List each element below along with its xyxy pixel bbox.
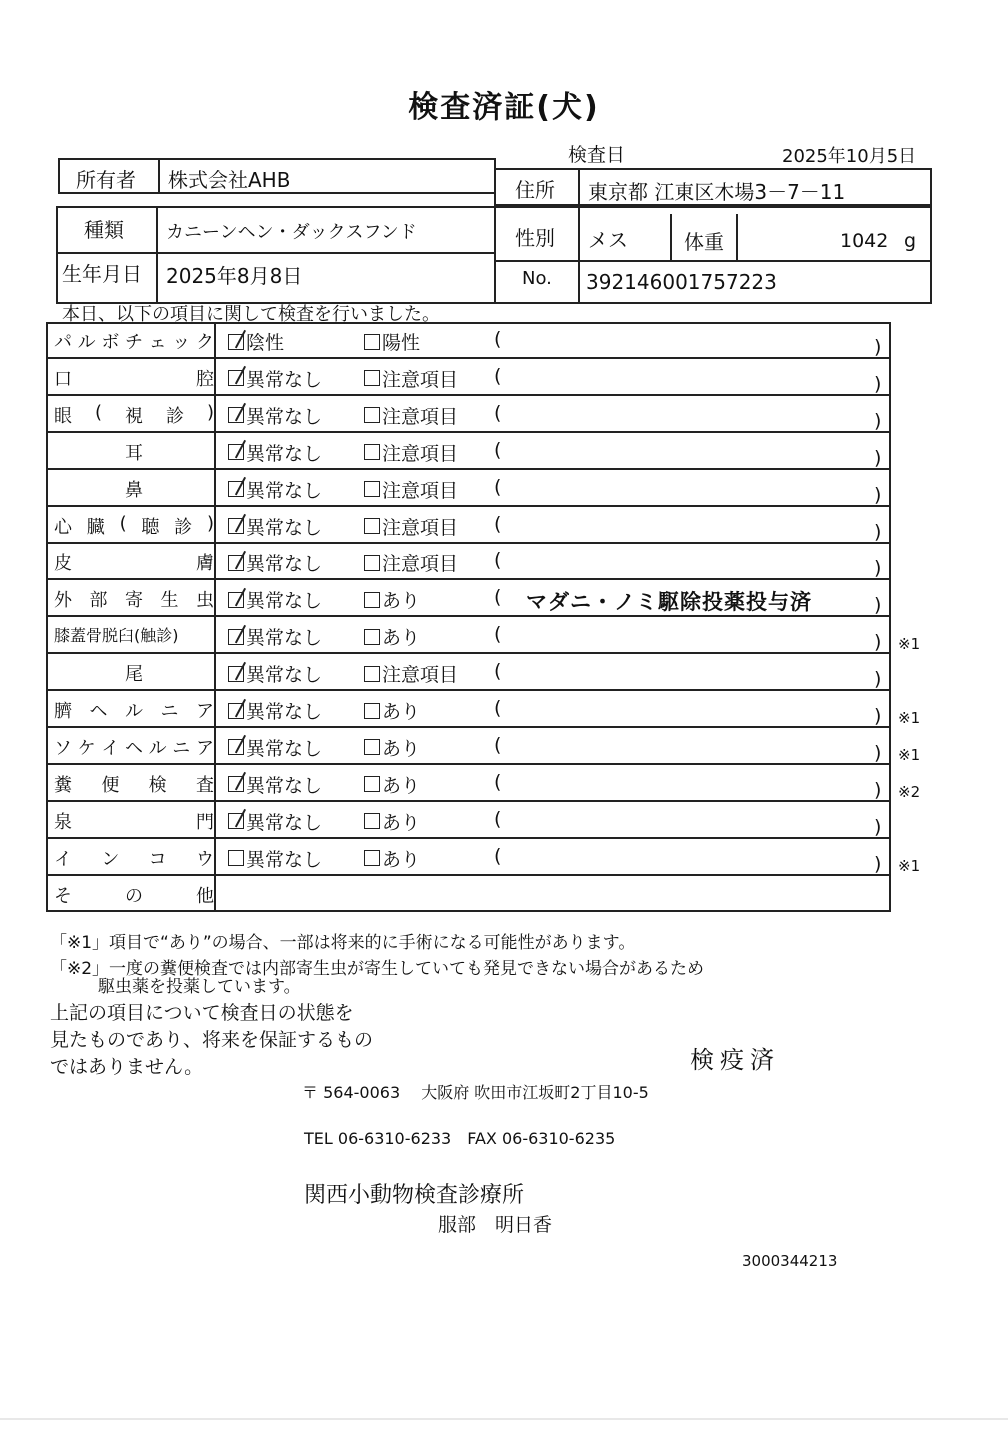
item-label-char: 糞 [54, 774, 72, 796]
item-label [54, 439, 214, 465]
option-label: 異常なし [246, 479, 323, 502]
item-label-char: ソ [54, 737, 72, 759]
option-opt2[interactable] [364, 365, 458, 392]
item-label [54, 365, 214, 391]
disclaimer-line: 見たものであり、将来を保証するもの [50, 1029, 374, 1051]
sex-value: メス [588, 228, 628, 252]
option-opt2[interactable] [364, 845, 420, 872]
option-label: 異常なし [246, 553, 323, 576]
option-opt1[interactable] [228, 697, 322, 724]
option-opt1[interactable] [228, 734, 322, 761]
birth-label: 生年月日 [62, 262, 142, 286]
option-opt1[interactable] [228, 660, 322, 687]
note-paren-close: ) [874, 557, 882, 580]
item-label-char: チ [124, 332, 143, 353]
option-label: あり [382, 701, 421, 723]
option-label: あり [382, 627, 421, 650]
item-label-char: 耳 [125, 442, 143, 464]
option-label: 異常なし [246, 737, 323, 760]
option-opt2[interactable] [364, 660, 458, 687]
item-label-char: イ [101, 737, 120, 759]
checklist-row [46, 580, 891, 617]
birth-value: 2025年8月8日 [166, 264, 303, 288]
item-label-char: 腔 [196, 368, 214, 390]
item-label [54, 586, 214, 612]
checked-checkbox-icon[interactable] [228, 518, 244, 534]
checkbox-icon[interactable] [364, 850, 380, 866]
checklist-row [46, 802, 891, 839]
option-opt2[interactable] [364, 808, 420, 835]
option-label: あり [382, 811, 421, 834]
intro-text: 本日、以下の項目に関して検査を行いました。 [62, 304, 440, 325]
checklist-row [46, 617, 921, 654]
item-label [54, 623, 214, 646]
option-opt1[interactable] [228, 328, 284, 355]
option-opt1[interactable] [228, 549, 322, 576]
option-label: 注意項目 [382, 664, 459, 687]
note-paren-close: ) [874, 409, 882, 432]
checkbox-icon[interactable] [364, 739, 380, 755]
option-label: あり [382, 774, 421, 797]
option-opt1[interactable] [228, 623, 322, 650]
checked-checkbox-icon[interactable] [228, 555, 244, 571]
note-paren-close: ) [874, 594, 882, 617]
reference-mark: ※1 [898, 856, 921, 875]
item-label-char: ル [148, 737, 167, 759]
option-label: 注意項目 [382, 479, 459, 502]
number-value: 392146001757223 [586, 270, 777, 294]
item-label-char: ニ [172, 737, 191, 759]
checklist-row [46, 507, 891, 544]
item-note: マダニ・ノミ駆除投薬投与済 [526, 590, 812, 615]
option-label: 陽性 [382, 332, 421, 354]
number-label: No. [522, 268, 552, 289]
note-paren-open: ( [494, 364, 502, 387]
option-opt1[interactable] [228, 365, 322, 392]
item-label-char: ) [206, 401, 214, 423]
item-label-char: 皮 [54, 553, 72, 575]
item-label-char: そ [54, 885, 72, 907]
item-label-char: ( [94, 401, 103, 423]
checklist-row [46, 839, 921, 876]
item-label-char: 部 [89, 590, 108, 612]
option-opt2[interactable] [364, 476, 458, 503]
checked-checkbox-icon[interactable] [228, 592, 244, 608]
item-label-char: 生 [160, 590, 179, 612]
checked-checkbox-icon[interactable] [228, 703, 244, 719]
note-paren-close: ) [874, 446, 882, 469]
breed-label: 種類 [84, 218, 124, 242]
option-opt1[interactable] [228, 845, 322, 872]
checklist-row [46, 543, 891, 580]
option-opt2[interactable] [364, 439, 458, 466]
option-opt2[interactable] [364, 623, 420, 650]
note-paren-open: ( [494, 586, 502, 609]
note-paren-close: ) [874, 778, 882, 801]
item-label-char: ル [125, 701, 143, 722]
owner-value: 株式会社AHB [168, 168, 291, 192]
option-label: 注意項目 [382, 553, 459, 576]
item-label [54, 845, 214, 871]
item-label-char: 寄 [125, 590, 143, 612]
disclaimer-statement [50, 1000, 373, 1081]
note-paren-close: ) [874, 815, 882, 838]
checkbox-icon[interactable] [364, 444, 380, 460]
item-label-char: ン [101, 848, 120, 870]
checklist-row [46, 322, 891, 359]
checklist-row-other [46, 876, 891, 913]
item-label-char: コ [148, 848, 167, 870]
option-label: 異常なし [246, 664, 323, 687]
item-label-char: の [125, 885, 143, 907]
checklist-row [46, 691, 921, 728]
checklist-row [46, 359, 891, 396]
document-number: 3000344213 [742, 1252, 838, 1270]
address-value: 東京都 江東区木場3－7－11 [588, 180, 846, 204]
checklist-row [46, 470, 891, 507]
item-label-char: 門 [196, 811, 214, 833]
checked-checkbox-icon[interactable] [228, 776, 244, 792]
item-label [54, 734, 214, 760]
weight-unit: g [904, 230, 917, 252]
option-opt2[interactable] [364, 734, 420, 761]
item-label [54, 660, 214, 686]
item-label-char: 聴 [141, 516, 160, 538]
scan-edge [0, 1418, 1008, 1420]
inspection-checklist [46, 322, 921, 912]
reference-mark: ※1 [898, 709, 921, 727]
checkbox-icon[interactable] [364, 776, 380, 792]
checklist-row [46, 654, 891, 691]
option-label: あり [382, 590, 421, 613]
inspection-date-label: 検査日 [568, 144, 626, 166]
breed-value: カニーンヘン・ダックスフンド [166, 222, 417, 243]
item-label-char: 査 [195, 774, 214, 796]
item-label-char: ェ [148, 332, 167, 353]
item-label-char: ( [119, 512, 127, 534]
option-opt1[interactable] [228, 476, 322, 503]
checked-checkbox-icon[interactable] [228, 813, 244, 829]
footnote-3: 駆虫薬を投薬しています。 [98, 977, 301, 997]
checklist-row [46, 433, 891, 470]
option-opt2[interactable] [364, 586, 420, 613]
option-label: 注意項目 [382, 516, 459, 539]
note-paren-close: ) [874, 483, 882, 506]
item-label-char: 膝蓋骨脱臼(触診) [54, 626, 179, 646]
checkbox-icon[interactable] [364, 629, 380, 645]
item-label-char: ア [196, 701, 214, 722]
quarantine-stamp: 検疫済 [690, 1046, 780, 1074]
option-label: 異常なし [246, 701, 323, 723]
item-label [54, 402, 214, 428]
checked-checkbox-icon[interactable] [228, 334, 244, 350]
option-opt1[interactable] [228, 513, 322, 540]
reference-mark: ※1 [898, 745, 921, 764]
checkbox-icon[interactable] [364, 481, 380, 497]
checkbox-icon[interactable] [364, 370, 380, 386]
disclaimer-line: ではありません。 [50, 1056, 204, 1078]
option-label: 異常なし [246, 368, 323, 391]
checkbox-icon[interactable] [364, 334, 380, 350]
option-label: あり [382, 737, 421, 760]
item-label [54, 513, 214, 539]
note-paren-open: ( [494, 770, 502, 793]
checked-checkbox-icon[interactable] [228, 629, 244, 645]
item-label-char: 心 [54, 516, 72, 538]
checkbox-icon[interactable] [364, 592, 380, 608]
clinic-name: 関西小動物検査診療所 [304, 1183, 525, 1208]
item-label [54, 808, 214, 834]
note-paren-close: ) [874, 668, 882, 691]
option-label: 陰性 [246, 332, 285, 354]
note-paren-open: ( [494, 512, 502, 535]
option-label: 異常なし [246, 848, 323, 871]
item-label [54, 476, 214, 502]
checkbox-icon[interactable] [364, 813, 380, 829]
option-label: 異常なし [246, 405, 323, 428]
note-paren-close: ) [874, 372, 882, 395]
item-label-char: 外 [54, 590, 72, 612]
option-opt2[interactable] [364, 549, 458, 576]
checked-checkbox-icon[interactable] [228, 407, 244, 423]
note-paren-open: ( [494, 844, 502, 867]
item-label-char: 泉 [54, 811, 72, 833]
option-opt2[interactable] [364, 771, 420, 798]
clinic-phone: TEL 06-6310-6233 FAX 06-6310-6235 [304, 1129, 616, 1148]
item-label [54, 771, 214, 797]
checkbox-icon[interactable] [364, 518, 380, 534]
item-label [54, 882, 214, 908]
veterinarian-name: 服部 明日香 [438, 1214, 553, 1236]
option-opt2[interactable] [364, 402, 458, 429]
note-paren-open: ( [494, 623, 502, 646]
checked-checkbox-icon[interactable] [228, 481, 244, 497]
option-label: 異常なし [246, 627, 323, 650]
note-paren-open: ( [494, 660, 502, 683]
owner-label: 所有者 [76, 168, 136, 192]
item-label-char: ウ [195, 848, 214, 870]
option-label: 注意項目 [382, 405, 459, 428]
option-opt1[interactable] [228, 808, 322, 835]
disclaimer-line: 上記の項目について検査日の状態を [50, 1002, 354, 1024]
reference-mark: ※1 [898, 635, 921, 654]
item-label-char: 鼻 [125, 479, 143, 501]
option-label: 異常なし [246, 442, 323, 465]
footnote-2: 「※2」一度の糞便検査では内部寄生虫が寄生していても発見できない場合があるため [50, 959, 705, 979]
item-label [54, 549, 214, 575]
item-label-char: 視 [125, 405, 143, 427]
note-paren-open: ( [494, 697, 502, 719]
note-paren-open: ( [494, 328, 502, 350]
option-label: 異常なし [246, 811, 323, 834]
option-label: 異常なし [246, 516, 323, 539]
item-label-char: ニ [160, 701, 179, 722]
option-label: 注意項目 [382, 368, 459, 391]
item-label-char: ) [206, 512, 214, 534]
item-label-char: パ [54, 332, 72, 353]
item-label-char: 臍 [54, 701, 72, 722]
checklist-row [46, 765, 921, 802]
note-paren-open: ( [494, 549, 502, 572]
note-paren-close: ) [874, 336, 882, 358]
item-label-char: 検 [148, 774, 167, 796]
item-label-char: ケ [77, 737, 96, 759]
option-opt2[interactable] [364, 697, 420, 724]
checked-checkbox-icon[interactable] [228, 666, 244, 682]
note-paren-open: ( [494, 438, 502, 461]
reference-mark: ※2 [898, 782, 921, 801]
note-paren-open: ( [494, 401, 502, 424]
option-label: 異常なし [246, 774, 323, 797]
option-label: 注意項目 [382, 442, 459, 465]
checkbox-icon[interactable] [364, 555, 380, 571]
item-label-char: イ [54, 848, 72, 870]
weight-label: 体重 [684, 230, 724, 254]
item-label-char: 便 [101, 774, 120, 796]
checklist-row [46, 396, 891, 433]
item-label-char: ア [195, 737, 214, 759]
item-label-char: ヘ [124, 737, 143, 759]
item-label-char: 診 [165, 405, 184, 427]
note-paren-close: ) [874, 631, 882, 654]
note-paren-close: ) [874, 741, 882, 764]
checklist-row [46, 728, 921, 765]
item-label-char: 膚 [196, 553, 214, 575]
checkbox-icon[interactable] [364, 407, 380, 423]
note-paren-close: ) [874, 852, 882, 875]
page-title: 検査済証(犬) [408, 90, 600, 125]
item-label [54, 697, 214, 723]
option-opt2[interactable] [364, 513, 458, 540]
note-paren-close: ) [874, 520, 882, 543]
item-label-char: 他 [196, 885, 214, 907]
option-opt1[interactable] [228, 771, 322, 798]
item-label-char: 尾 [125, 664, 143, 686]
option-opt1[interactable] [228, 586, 322, 613]
weight-value: 1042 [840, 230, 889, 252]
item-label-char: 虫 [196, 590, 214, 612]
option-opt2[interactable] [364, 328, 420, 355]
item-label-char: ヘ [89, 701, 108, 722]
sex-label: 性別 [515, 226, 555, 250]
item-label-char: ッ [172, 332, 191, 353]
item-label-char: 口 [54, 368, 72, 390]
item-label-char: 診 [174, 516, 193, 538]
option-label: 異常なし [246, 590, 323, 613]
item-label-char: 眼 [54, 405, 72, 427]
inspection-date-value: 2025年10月5日 [782, 146, 917, 167]
option-label: あり [382, 848, 421, 871]
note-paren-open: ( [494, 733, 502, 756]
checkbox-icon[interactable] [228, 850, 244, 866]
item-label [54, 328, 214, 354]
checked-checkbox-icon[interactable] [228, 444, 244, 460]
item-label-char: ク [195, 332, 214, 353]
clinic-address: 〒 564-0063 大阪府 吹田市江坂町2丁目10-5 [302, 1083, 649, 1102]
footnote-1: 「※1」項目で“あり”の場合、一部は将来的に手術になる可能性があります。 [50, 933, 636, 953]
checked-checkbox-icon[interactable] [228, 739, 244, 755]
item-label-char: ボ [101, 332, 120, 353]
checkbox-icon[interactable] [364, 666, 380, 682]
address-label: 住所 [515, 178, 555, 202]
option-opt1[interactable] [228, 439, 322, 466]
checkbox-icon[interactable] [364, 703, 380, 719]
checked-checkbox-icon[interactable] [228, 370, 244, 386]
note-paren-close: ) [874, 705, 882, 727]
note-paren-open: ( [494, 807, 502, 830]
option-opt1[interactable] [228, 402, 322, 429]
note-paren-open: ( [494, 475, 502, 498]
item-label-char: 臓 [86, 516, 105, 538]
item-label-char: ル [77, 332, 96, 353]
